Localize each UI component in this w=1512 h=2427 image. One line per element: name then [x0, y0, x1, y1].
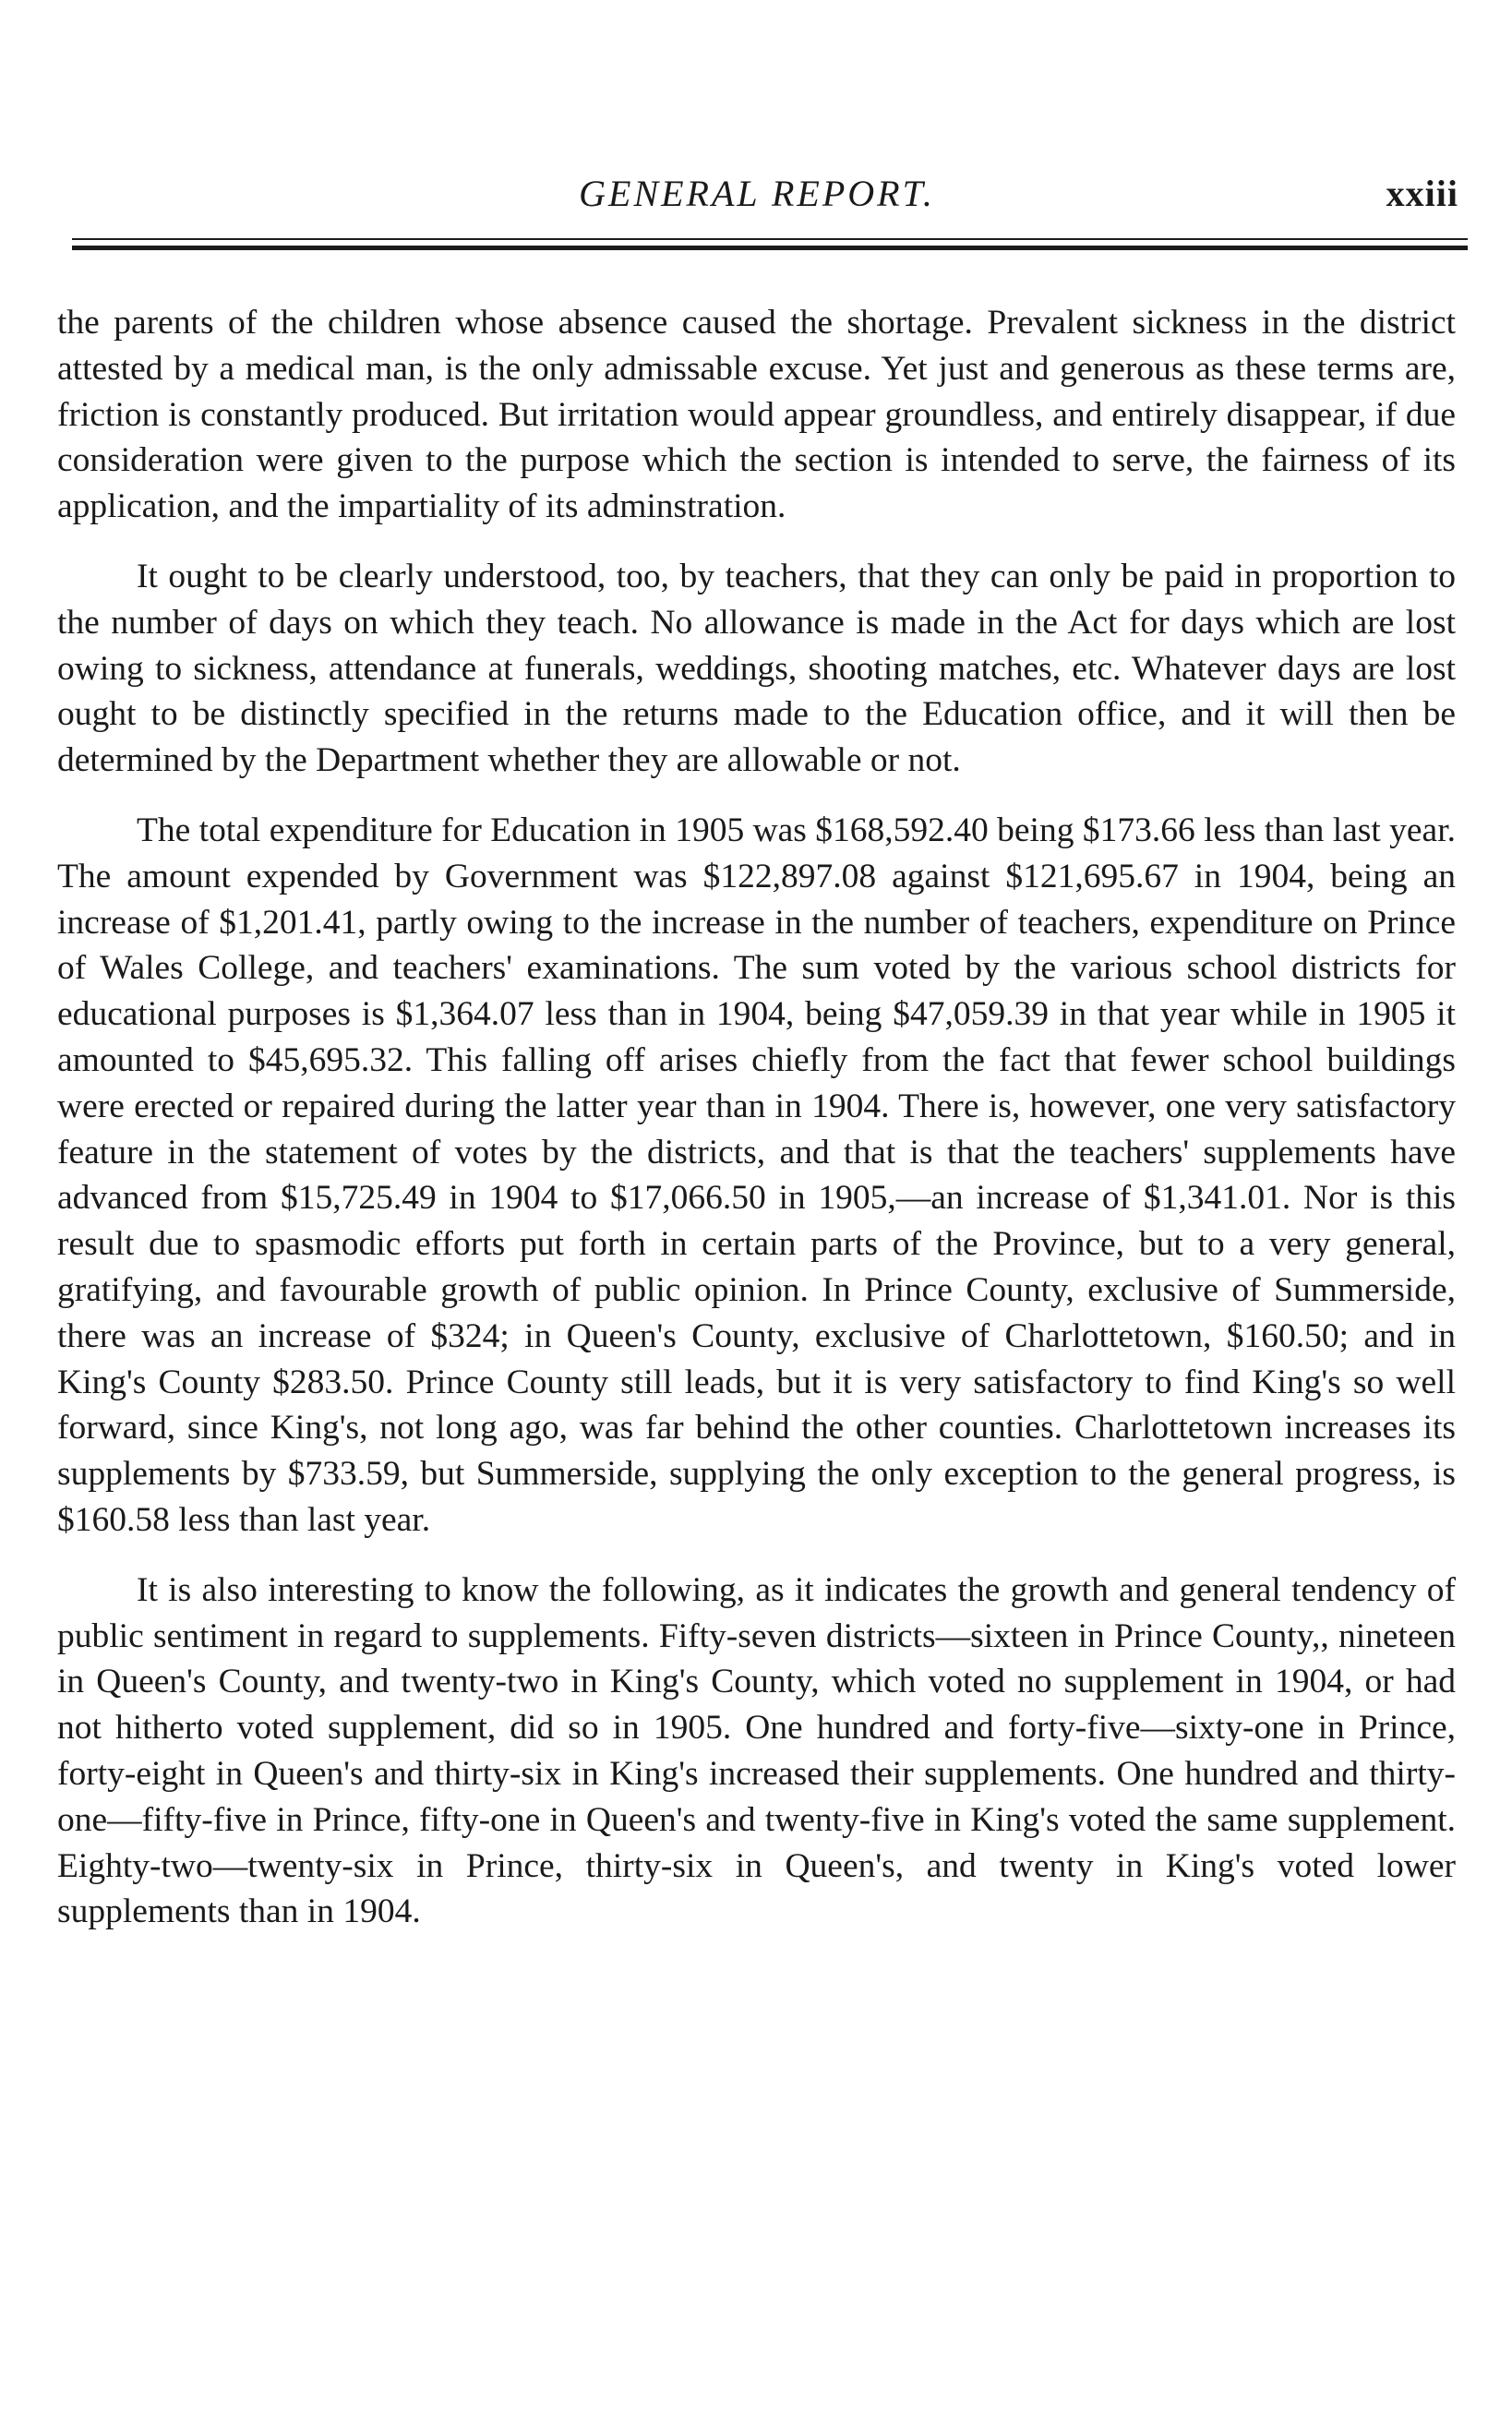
body-text — [57, 300, 1456, 1959]
paragraph-3: The total expenditure for Education in 1905 was $168,592.40 being $173.66 less than last year. The amount expended by Government was $122,897.08 against $121,695.67 in 1904, being an increase of $1,201.41, partly owing to the increase in the number of teachers, expenditure on Prince of Wales College, and teachers' examinations. The sum voted by the various school districts for educational purposes is $1,364.07 less than in 1904, being $47,059.39 in that year while in 1905 it amounted to $45,695.32. This falling off arises chiefly from the fact that fewer school buildings were erected or repaired during the latter year than in 1904. There is, however, one very satisfactory feature in the statement of votes by the districts, and that is that the teachers' supplements have advanced from $15,725.49 in 1904 to $17,066.50 in 1905,—an increase of $1,341.01. Nor is this result due to spasmodic efforts put forth in certain parts of the Province, but to a very general, gratifying, and favourable growth of public opinion. In Prince County, exclusive of Summerside, there was an increase of $324; in Queen's County, exclusive of Charlottetown, $160.50; and in King's County $283.50. Prince County still leads, but it is very satisfactory to find King's so well forward, since King's, not long ago, was far behind the other counties. Charlottetown increases its supplements by $733.59, but Summerside, supplying the only exception to the general progress, is $160.58 less than last year. — [57, 811, 1456, 1539]
paragraph-2: It ought to be clearly understood, too, by teachers, that they can only be paid in proportion to the number of days on which they teach. No allowance is made in the Act for days which are lost owing to sickness, attendance at funerals, weddings, shooting matches, etc. Whatever days are lost ought to be distinctly specified in the returns made to the Education office, and it will then be determined by the Department whether they are allowable or not. — [57, 557, 1456, 780]
header-rule-thin — [72, 238, 1468, 240]
paragraph-4: It is also interesting to know the following, as it indicates the growth and general tendency of public sentiment in regard to supplements. Fifty-seven districts—sixteen in Prince County,, nineteen in Queen's County, and twenty-two in King's County, which voted no supplement in 1904, or had not hitherto voted supplement, did so in 1905. One hundred and forty-five—sixty-one in Prince, forty-eight in Queen's and thirty-six in King's increased their supplements. One hundred and thirty-one—fifty-five in Prince, fifty-one in Queen's and twenty-five in King's voted the same supplement. Eighty-two—twenty-six in Prince, thirty-six in Queen's, and twenty in King's voted lower supplements than in 1904. — [57, 1570, 1456, 1931]
paragraph-1: the parents of the children whose absence caused the shortage. Prevalent sickness in the district attested by a medical man, is the only admissable excuse. Yet just and generous as these terms are, friction is constantly produced. But irritation would appear groundless, and entirely disappear, if due consideration were given to the purpose which the section is intended to serve, the fairness of its application, and the impartiality of its adminstration. — [57, 304, 1456, 526]
page-number: xxiii — [1386, 173, 1458, 214]
page-header — [55, 171, 1458, 217]
running-title: GENERAL REPORT. — [579, 173, 935, 214]
header-rule-thick — [72, 246, 1468, 250]
